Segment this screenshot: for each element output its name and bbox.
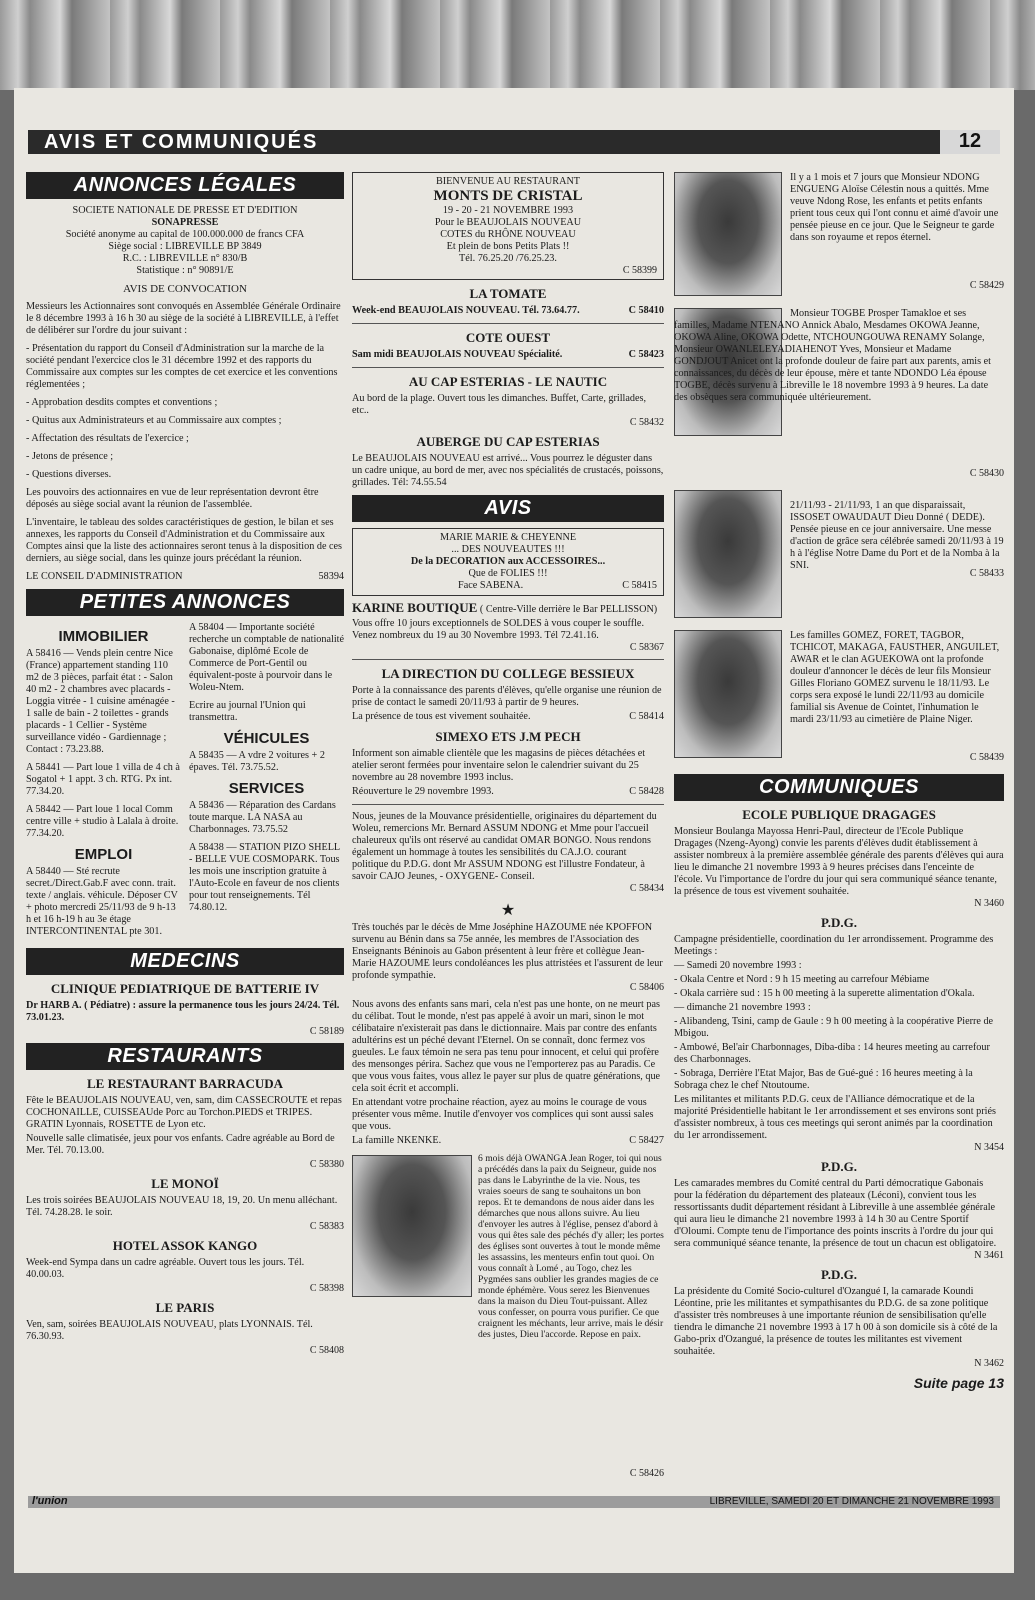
petites-grid [26, 622, 344, 944]
woleu-text: Nous, jeunes de la Mouvance présidentielle, originaires du département du Woleu, remercions Mr. Bernard ASSUM NDONG et Mme pour l'accueil chaleureux qu'ils ont réservé au candidat OMAR BONGO. Nous rendons également un hommage à toutes les sensibilités du CA.J.O. courant politique du P.D.G. dont Mr ASSUM NDONG est l'illustre Fondateur, à savoir CAJO Jeunes, - OXYGENE- Conseil. [352, 811, 657, 882]
simexo-row [352, 786, 664, 798]
divider [352, 367, 664, 368]
pdg2-ref: N 3461 [974, 1250, 1004, 1261]
togbe-block [674, 308, 1004, 484]
marie-l5: Face SABENA. [458, 580, 524, 591]
marie-l4: Que de FOLIES !!! [468, 568, 548, 579]
marie-l3: De la DECORATION aux ACCESSOIRES... [410, 556, 606, 567]
bessieux-ref: C 58414 [629, 711, 664, 722]
mc-ref: C 58399 [622, 265, 657, 276]
bessieux-text: Porte à la connaissance des parents d'élèves, qu'elle organise une réunion de prise de contact le samedi 20/11/93 à partir de 9 heures. [352, 685, 662, 708]
pdg3-title: P.D.G. [821, 1267, 857, 1282]
ad-58442: A 58442 — Part loue 1 local Comm centre ville + studio à Lalala à droite. 77.34.20. [26, 804, 179, 839]
marie-box [352, 528, 664, 596]
portrait-photo [674, 490, 782, 618]
togbe-text: Monsieur TOGBE Prosper Tamakloe et ses familles, Madame NTENANO Annick Abalo, Mesdames OKOWA Jeanne, OKOWA Aline, OKOWA Odette, NTCHOUNGOUWA RENAMY Solange, Monsieur OWANLELEYADIAHENOT Yves, Monsieur et Madame GONDJOUT Anicet ont la profonde douleur de faire part aux parents, amis et connaissances, du décès de leur épouse, mère et tante NDONDO Léa épouse TOGBE, décès survenu à Libreville le 18 novembre 1993 à 9 heures. La date des obsèques sera communiquée ultérieurement. [674, 308, 991, 403]
seat: Siège social : LIBREVILLE BP 3849 [108, 241, 262, 252]
nautic-ref: C 58432 [629, 417, 664, 428]
pdg1-g: - Ambowé, Bel'air Charbonnages, Diba-diba : 14 heures meeting au carrefour des Charbonnages. [674, 1042, 990, 1065]
pdg1-b: — Samedi 20 novembre 1993 : [674, 960, 802, 971]
owanga-text: 6 mois déjà OWANGA Jean Roger, toi qui nous a précédés dans la paix du Seigneur, guide nos pas dans le Labyrinthe de la vie. Nous, tes vraies soeurs de sang te souhaitons un bon repos. Et te demandons de nous aider dans les démarches que nous allons suivre. Au lieu d'envoyer les autres à l'église, pensez d'abord à vous qui êtes sale des péchés d'y aller; les portes des églises sont ouvertes à tout le monde même les assassins, les menteurs enfin tout quoi. On vous connaît à Lomé , au Togo, chez les Pygmées sans oublier les grandes magies de ce monde éphémère. Vous serez les Bienvenues dans la maison du Dieu Tout-puissant. Allez vous confesser, on pourra vous purifier. Ce que craignent les méchants, leur arrive, mais le désir des justes, Dieu l'accorde. Repose en paix. [478, 1153, 664, 1340]
owanga-ref: C 58426 [629, 1468, 664, 1479]
newspaper-page [14, 88, 1014, 1573]
assok-ref: C 58398 [309, 1283, 344, 1294]
barracuda-text2: Nouvelle salle climatisée, jeux pour vos enfants. Cadre agréable au Bord de Mer. Tél. 70.13.00. [26, 1133, 335, 1156]
marie-l2: ... DES NOUVEAUTES !!! [451, 544, 565, 555]
legal-p2: Les pouvoirs des actionnaires en vue de leur représentation devront être déposés au siège social avant la réunion de l'assemblée. [26, 487, 319, 510]
tomate-text: Week-end BEAUJOLAIS NOUVEAU. Tél. 73.64.77. [352, 305, 580, 316]
pdg3-ref: N 3462 [974, 1358, 1004, 1369]
mc-l2: MONTS DE CRISTAL [433, 188, 583, 204]
nkenke-ref: C 58427 [629, 1135, 664, 1146]
gomez-text: Les familles GOMEZ, FORET, TAGBOR, TCHICOT, MAKAGA, FAUSTHER, ANGUILET, AWAR et le clan AGUEKOWA ont la profonde douleur d'annoncer le décès de leur fils Monsieur Gilles Floriano GOMEZ survenu le 18/11/93. Le corps sera exposé le lundi 22/11/93 au domicile familial sis Avenue de Cointet, l'inhumation le mardi 23/11/93 au cimetière de Plaine Niger. [790, 630, 1000, 725]
legal-i3: - Quitus aux Administrateurs et au Commissaire aux comptes ; [26, 415, 282, 426]
mc-l6: Et plein de bons Petits Plats !! [446, 241, 570, 252]
issoset-block [674, 490, 1004, 626]
ad-58435: A 58435 — A vdre 2 voitures + 2 épaves. Tél. 73.75.52. [189, 750, 325, 773]
gomez-block [674, 630, 1004, 770]
mc-l3: 19 - 20 - 21 NOVEMBRE 1993 [442, 205, 574, 216]
company-name: SONAPRESSE [151, 217, 219, 228]
tomate-title: LA TOMATE [469, 286, 547, 301]
nautic-text: Au bord de la plage. Ouvert tous les dimanches. Buffet, Carte, grillades, etc.. [352, 393, 647, 416]
footer-date: LIBREVILLE, SAMEDI 20 ET DIMANCHE 21 NOVEMBRE 1993 [709, 1496, 994, 1507]
owanga-block [352, 1153, 664, 1353]
suite-link[interactable]: Suite page 13 [913, 1375, 1004, 1391]
bessieux-row [352, 711, 664, 723]
simexo-ref: C 58428 [629, 786, 664, 797]
clinic-ref: C 58189 [309, 1026, 344, 1037]
togbe-ref: C 58430 [969, 468, 1004, 479]
cote-ouest-ref: C 58423 [628, 349, 664, 360]
legal-sign: LE CONSEIL D'ADMINISTRATION [26, 571, 183, 582]
portrait-photo [674, 172, 782, 296]
marie-row [359, 580, 657, 592]
karine-ref: C 58367 [629, 642, 664, 653]
hazoume-text: Très touchés par le décès de Mme Joséphine HAZOUME née KPOFFON survenu au Bénin dans sa 75e année, les membres de l'Association des Enseignants Béninois au Gabon présentent à leur frère et collègue Jean- Marie HAZOUME leurs condoléances les plus attristées et l'assurent de leur profonde sympathie. [352, 922, 663, 981]
pdg2-title: P.D.G. [821, 1159, 857, 1174]
legal-i1: - Présentation du rapport du Conseil d'Administration sur la marche de la société pendant l'exercice clos le 31 décembre 1992 et des rapports du Commissaire aux comptes sur les comptes de cet exercice et les conventions réglementées ; [26, 343, 338, 390]
petites-bar: PETITES ANNONCES [26, 589, 344, 616]
bessieux-text2: La présence de tous est vivement souhaitée. [352, 711, 531, 722]
legal-sign-row [26, 571, 344, 583]
nkenke-text2: En attendant votre prochaine réaction, ayez au moins le courage de vous présenter vous même. Inutile d'envoyer vos complices qui sont aussi sales que vous. [352, 1097, 654, 1132]
petites-left [26, 622, 181, 944]
ad-58438: A 58438 — STATION PIZO SHELL - BELLE VUE COSMOPARK. Tous les mois une inscription gratuite à l'Auto-Ecole en faveur de nos clients pour tout renseignements. Tél 74.80.12. [189, 842, 340, 913]
karine-sub: ( Centre-Ville derrière le Bar PELLISSON) [479, 604, 658, 615]
vehicules-heading: VÉHICULES [223, 730, 310, 747]
legal-i4: - Affectation des résultats de l'exercice ; [26, 433, 189, 444]
convocation-title: AVIS DE CONVOCATION [123, 283, 247, 295]
mc-l7: Tél. 76.25.20 /76.25.23. [459, 253, 557, 264]
divider [352, 323, 664, 324]
karine-text: Vous offre 10 jours exceptionnels de SOLDES à vous couper le souffle. Venez nombreux du 19 au 30 Novembre 1993. Tél 72.41.16. [352, 618, 644, 641]
services-heading: SERVICES [228, 780, 305, 797]
petites-right [189, 622, 344, 944]
legal-p3: L'inventaire, le tableau des soldes caractéristiques de gestion, le bilan et ses annexes, les rapports du Conseil d'Administration et du Commissaire aux Comptes ainsi que la liste des actionnaires seront tenus à la disposition de ces derniers, au siège social, dans les quinze jours précédant la réunion. [26, 517, 343, 564]
nkenke-text: Nous avons des enfants sans mari, cela n'est pas une honte, on ne meurt pas du célibat. Tout le monde, n'est pas appelé à avoir un mari, sinon le mot célibataire n'existerait pas dans le dictionnaire. Mais par contre des enfants adultérins est un péché devant l'Eternel. On se connaît, donc fermez vos gueules. Le faux témoin ne sera pas tenu pour innocent, et celui qui profère des mensonges périra. Sachez que vous ne l'emporterez pas au Paradis. Ce que vous vous faites, vous allez le payer sur plus de quatre générations, que cela soit écrit et accompli. [352, 999, 661, 1094]
bessieux-title: LA DIRECTION DU COLLEGE BESSIEUX [381, 666, 635, 681]
monoi-text: Les trois soirées BEAUJOLAIS NOUVEAU 18, 19, 20. Un menu alléchant. Tél. 74.28.28. le soir. [26, 1195, 338, 1218]
ad-58440: A 58440 — Sté recrute secret./Direct.Gab.F avec conn. trait. texte / anglais. véhicule. Déposer CV + photo mercredi 25/11/93 de 9 h-13 h et 16 h-19 h au 3e étage INTERCONTINENTAL pte 301. [26, 866, 178, 937]
gomez-ref: C 58439 [969, 752, 1004, 763]
legal-p1: Messieurs les Actionnaires sont convoqués en Assemblée Générale Ordinaire le 8 décembre 1993 à 16 h 30 au siège de la société à LIBREVILLE, à l'effet de délibérer sur l'ordre du jour suivant : [26, 301, 341, 336]
simexo-text: Informent son aimable clientèle que les magasins de pièces détachées et atelier seront fermées pour inventaire selon le calendrier suivant du 25 novembre au 28 novembre 1993 inclus. [352, 748, 646, 783]
mc-l5: COTES du RHÔNE NOUVEAU [440, 229, 576, 240]
background-strip [0, 0, 1035, 90]
emploi-heading: EMPLOI [74, 846, 133, 863]
marie-l1: MARIE MARIE & CHEYENNE [439, 532, 577, 543]
star-separator: ★ [500, 902, 516, 919]
monoi-ref: C 58383 [309, 1221, 344, 1232]
ad-58404: A 58404 — Importante société recherche un comptable de nationalité Gabonaise, diplômé Ecole de Commerce de Port-Gentil ou équivalent-poste à pourvoir dans le Woleu-Ntem. [189, 622, 345, 693]
divider [352, 659, 664, 660]
barracuda-ref: C 58380 [309, 1159, 344, 1170]
assok-title: HOTEL ASSOK KANGO [112, 1238, 258, 1253]
section-header [28, 130, 1000, 154]
ndong-text: Il y a 1 mois et 7 jours que Monsieur NDONG ENGUENG Aloïse Célestin nous a quittés. Mme veuve Ndong Rose, les enfants et petits enfants prient tous ceux qui l'ont connu et aimé d'avoir une pensée pieuse en ce jour. Que le Seigneur te garde dans son royaume et repos éternel. [790, 172, 999, 243]
capital: Société anonyme au capital de 100.000.000 de francs CFA [65, 229, 305, 240]
dragages-text: Monsieur Boulanga Mayossa Henri-Paul, directeur de l'Ecole Publique Dragages (Nzeng-Ayong) convie les parents d'élèves dudit établissement à assister nombreux à la première assemblée générale des parents d'élèves qui aura lieu le dimanche 21 novembre 1993 à 9 heures précises dans l'enceinte de l'école. Vu l'importance de l'ordre du jour qui sera communiqué séance tenante, la présence de tous est vivement souhaitée. [674, 826, 1004, 897]
ad-58404-note: Ecrire au journal l'Union qui transmettra. [189, 700, 306, 723]
right-column [674, 172, 1004, 1391]
issoset-ref: C 58433 [969, 568, 1004, 579]
pdg1-d: - Okala carrière sud : 15 h 00 meeting à la superette alimentation d'Okala. [674, 988, 975, 999]
paris-ref: C 58408 [309, 1345, 344, 1356]
dragages-title: ECOLE PUBLIQUE DRAGAGES [742, 807, 936, 822]
rc: R.C. : LIBREVILLE n° 830/B [122, 253, 248, 264]
nkenke-row [352, 1135, 664, 1147]
barracuda-text: Fête le BEAUJOLAIS NOUVEAU, ven, sam, dim CASSECROUTE et repas COCHONAILLE, CUISSEAUde Porc au Torchon.PIEDS et TRIPES. GRATIN Lyonnais, ROSETTE de Lyon etc. [26, 1095, 342, 1130]
company: SOCIETE NATIONALE DE PRESSE ET D'EDITION [72, 205, 298, 216]
immo-heading: IMMOBILIER [58, 628, 149, 645]
auberge-text: Le BEAUJOLAIS NOUVEAU est arrivé... Vous pourrez le déguster dans un cadre unique, au bord de mer, avec nos spécialités de crustacés, poissons, grillades. Tél: 74.55.54 [352, 453, 664, 488]
paris-title: LE PARIS [155, 1300, 215, 1315]
clinic-title: CLINIQUE PEDIATRIQUE DE BATTERIE IV [50, 981, 320, 996]
auberge-title: AUBERGE DU CAP ESTERIAS [416, 434, 600, 449]
ndong-block [674, 172, 1004, 298]
monoi-title: LE MONOÏ [151, 1176, 219, 1191]
pdg1-h: - Sobraga, Derrière l'Etat Major, Bas de Gué-gué : 16 heures meeting à la Sobraga chez le chef Ntoutoume. [674, 1068, 973, 1091]
portrait-photo [352, 1155, 472, 1297]
avis-bar: AVIS [352, 495, 664, 522]
dragages-ref: N 3460 [974, 898, 1004, 909]
woleu-ref: C 58434 [629, 883, 664, 894]
pdg3-a: La présidente du Comité Socio-culturel d'Ozangué I, la camarade Koundi Léontine, prie les militantes et sympathisantes du P.D.G. de sa zone politique d'assister très nombreuses à une importante réunion de sensibilisation qu'elle tiendra le dimanche 21 novembre 1993 à 17 h 00 à son domicile sis à côté de la Gabo-prix d'Ozangué, la présence de toutes les militantes est vivement souhaitée. [674, 1286, 998, 1357]
legal-bar: ANNONCES LÉGALES [26, 172, 344, 199]
resto-bar: RESTAURANTS [26, 1043, 344, 1070]
communiques-bar: COMMUNIQUES [674, 774, 1004, 801]
paris-text: Ven, sam, soirées BEAUJOLAIS NOUVEAU, plats LYONNAIS. Tél. 76.30.93. [26, 1319, 313, 1342]
karine-title-row [352, 602, 664, 616]
simexo-title: SIMEXO ETS J.M PECH [435, 729, 581, 744]
marie-ref: C 58415 [622, 580, 657, 591]
stat: Statistique : n° 90891/E [136, 265, 234, 276]
barracuda-title: LE RESTAURANT BARRACUDA [87, 1076, 283, 1091]
cote-ouest-text: Sam midi BEAUJOLAIS NOUVEAU Spécialité. [352, 349, 563, 360]
mc-l4: Pour le BEAUJOLAIS NOUVEAU [434, 217, 582, 228]
pdg1-a: Campagne présidentielle, coordination du 1er arrondissement. Programme des Meetings : [674, 934, 994, 957]
legal-i2: - Approbation desdits comptes et conventions ; [26, 397, 218, 408]
cote-ouest-row [352, 349, 664, 361]
legal-i6: - Questions diverses. [26, 469, 112, 480]
hazoume-ref: C 58406 [629, 982, 664, 993]
tomate-ref: C 58410 [628, 305, 664, 316]
assok-text: Week-end Sympa dans un cadre agréable. Ouvert tous les jours. Tél. 40.00.03. [26, 1257, 305, 1280]
tomate-row [352, 305, 664, 317]
karine-title: KARINE BOUTIQUE [352, 600, 478, 615]
mc-l1: BIENVENUE AU RESTAURANT [435, 176, 581, 187]
portrait-photo [674, 630, 782, 758]
middle-column [352, 172, 664, 1479]
issoset-text: 21/11/93 - 21/11/93, 1 an que disparaissait, ISSOSET OWAUDAUT Dieu Donné ( DEDE). Pensée pieuse en ce jour anniversaire. Une messe d'action de grâce sera célébrée samedi 20/11/93 à 19 h à l'église Notre Dame du Port et de la Nomba à la SNI. [790, 500, 1004, 571]
medecins-bar: MEDECINS [26, 948, 344, 975]
monts-cristal-box [352, 172, 664, 280]
pdg1-c: - Okala Centre et Nord : 9 h 15 meeting au carrefour Mébiame [674, 974, 930, 985]
ad-58441: A 58441 — Part loue 1 villa de 4 ch à Sogatol + 1 appt. 3 ch. RTG. Px int. 77.34.20. [26, 762, 180, 797]
legal-ref: 58394 [318, 571, 344, 582]
nkenke-sign: La famille NKENKE. [352, 1135, 442, 1146]
divider [352, 804, 664, 805]
section-title: AVIS ET COMMUNIQUÉS [44, 131, 319, 153]
ad-58416: A 58416 — Vends plein centre Nice (France) appartement standing 110 m2 de 3 pièces, parfait état : - Salon 40 m2 - 2 chambres avec placards - Loggia vitrée - 1 cuisine aménagée - 1 salle de bain - 2 toilettes - grands placards - 1 Cellier - Système surveillance vidéo - Gardiennage ; Contact : 73.23.88. [26, 648, 175, 755]
pdg1-f: - Alibandeng, Tsini, camp de Gaule : 9 h 00 meeting à la coopérative Pierre de Mbigou. [674, 1016, 994, 1039]
pdg2-a: Les camarades membres du Comité central du Parti démocratique Gabonais pour la fédération du département des plateaux (Léconi), convient tous les ressortissants dudit département résidant à Libreville à une assemblée générale qui aura lieu le dimanche 21 novembre 1993 à 14 h 30 au Centre Sportif d'Oloumi. Compte tenu de l'importance des points inscrits à l'ordre du jour qui sera communiqué séance tenante, la présence de tout un chacun est obligatoire. [674, 1178, 997, 1249]
ad-58436: A 58436 — Réparation des Cardans toute marque. LA NASA au Charbonnages. 73.75.52 [189, 800, 336, 835]
cote-ouest-title: COTE OUEST [465, 330, 551, 345]
pdg1-ref: N 3454 [974, 1142, 1004, 1153]
nautic-title: AU CAP ESTERIAS - LE NAUTIC [408, 374, 608, 389]
pdg1-e: — dimanche 21 novembre 1993 : [674, 1002, 811, 1013]
simexo-text2: Réouverture le 29 novembre 1993. [352, 786, 494, 797]
clinic-text: Dr HARB A. ( Pédiatre) : assure la permanence tous les jours 24/24. Tél. 73.01.23. [26, 1000, 340, 1023]
pdg1-i: Les militantes et militants P.D.G. ceux de l'Alliance démocratique et de la majorité Présidentielle habitant le 1er arrondissement et ses environs sont priés d'assister nombreux, à tous ces meetings qui seront animés par la coordination du 1er arrondissement. [674, 1094, 996, 1141]
pdg1-title: P.D.G. [821, 915, 857, 930]
footer-bar [28, 1496, 1000, 1508]
legal-i5: - Jetons de présence ; [26, 451, 114, 462]
left-column [26, 172, 344, 1362]
page-number: 12 [940, 130, 1000, 154]
footer-logo: l'union [32, 1495, 68, 1507]
ndong-ref: C 58429 [969, 280, 1004, 291]
